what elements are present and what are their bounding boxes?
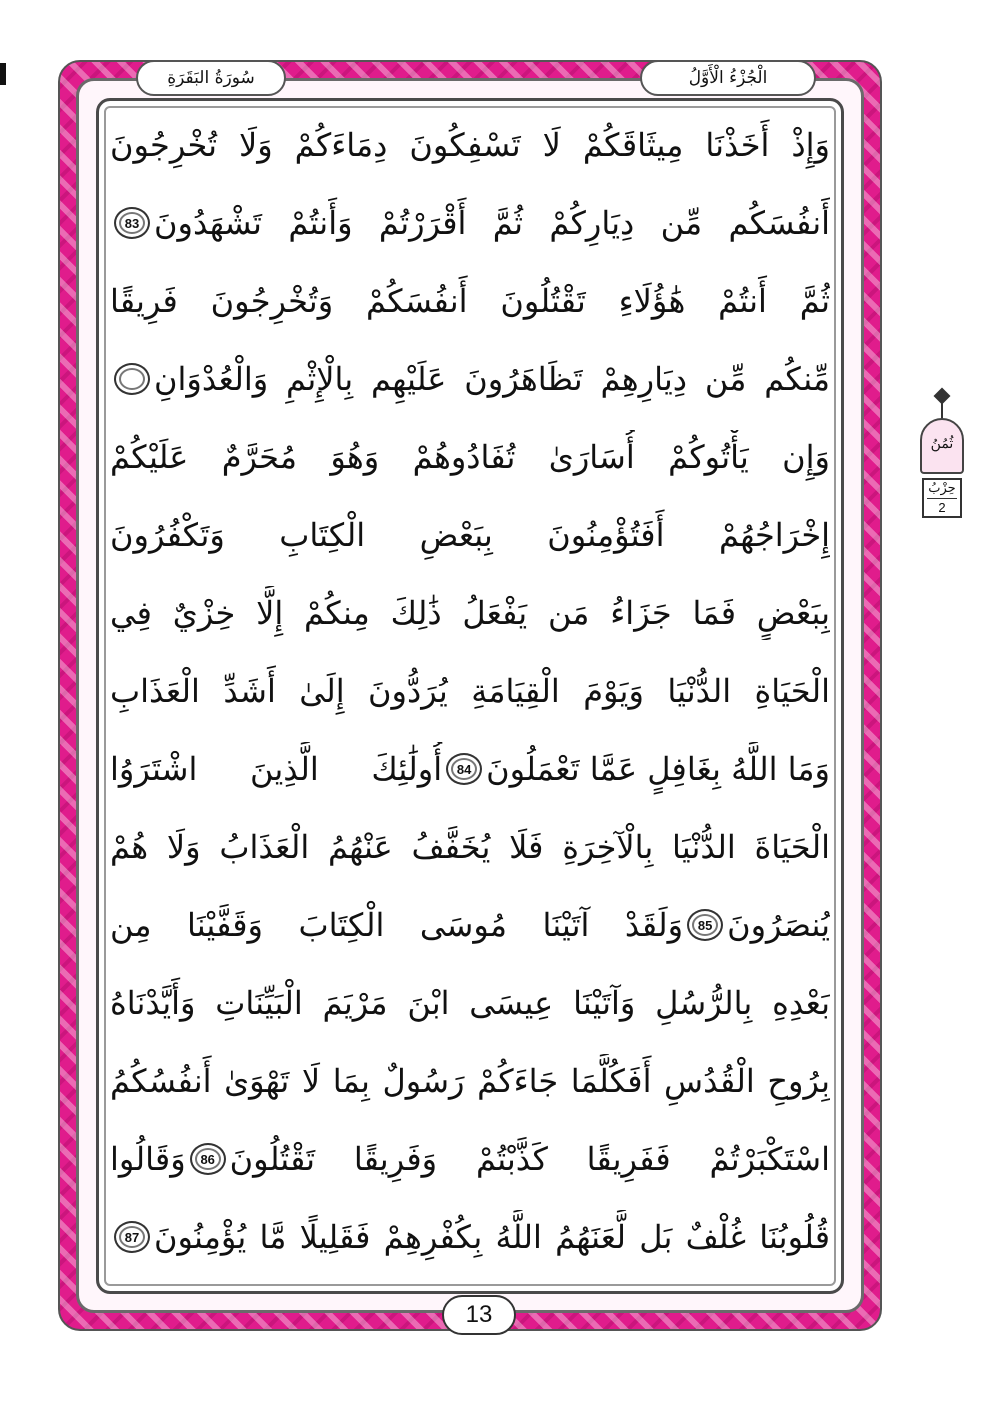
line-text-continued: وَقَالُوا <box>110 1140 186 1178</box>
line-text: الْحَيَاةَ الدُّنْيَا بِالْآخِرَةِ فَلَا يُخَفَّفُ عَنْهُمُ الْعَذَابُ وَلَا هُمْ <box>110 828 830 866</box>
hizb-box <box>922 478 962 518</box>
line-text: بِبَعْضٍ فَمَا جَزَاءُ مَن يَفْعَلُ ذَٰلِكَ مِنكُمْ إِلَّا خِزْيٌ فِي <box>110 594 830 632</box>
line-text: قُلُوبُنَا غُلْفٌ بَل لَّعَنَهُمُ اللَّهُ بِكُفْرِهِمْ فَقَلِيلًا مَّا يُؤْمِنُونَ <box>154 1218 830 1256</box>
text-line <box>110 1210 830 1264</box>
text-line <box>110 976 830 1030</box>
text-line <box>110 274 830 328</box>
hizb-label: حِزْبُ <box>927 480 957 499</box>
text-line <box>110 430 830 484</box>
ayah-number-marker: 85 <box>687 909 723 941</box>
page-number: 13 <box>442 1295 516 1335</box>
ayah-number-marker: 84 <box>446 753 482 785</box>
text-line <box>110 898 830 952</box>
line-text-continued: أُولَٰئِكَ الَّذِينَ اشْتَرَوُا <box>110 750 443 788</box>
text-line <box>110 1054 830 1108</box>
thumn-label: ثُمُنُ <box>930 436 954 452</box>
ayah-number-marker: 86 <box>190 1143 226 1175</box>
ayah-number-marker: 83 <box>114 207 150 239</box>
hizb-number: 2 <box>938 500 946 515</box>
line-text: ثُمَّ أَنتُمْ هَٰؤُلَاءِ تَقْتُلُونَ أَنفُسَكُمْ وَتُخْرِجُونَ فَرِيقًا <box>110 282 830 320</box>
line-text-continued: وَلَقَدْ آتَيْنَا مُوسَى الْكِتَابَ وَقَفَّيْنَا مِن <box>110 906 684 944</box>
line-text: بِرُوحِ الْقُدُسِ أَفَكُلَّمَا جَاءَكُمْ رَسُولٌ بِمَا لَا تَهْوَىٰ أَنفُسُكُمُ <box>110 1062 830 1100</box>
text-line <box>110 586 830 640</box>
line-text: بَعْدِهِ بِالرُّسُلِ وَآتَيْنَا عِيسَى ابْنَ مَرْيَمَ الْبَيِّنَاتِ وَأَيَّدْنَاهُ <box>110 984 830 1022</box>
text-line <box>110 196 830 250</box>
text-line <box>110 664 830 718</box>
stem-ornament <box>941 400 943 420</box>
quran-text <box>110 118 830 1283</box>
text-line <box>110 352 830 406</box>
page-edge-mark <box>0 63 6 85</box>
line-text: الْحَيَاةِ الدُّنْيَا وَيَوْمَ الْقِيَامَةِ يُرَدُّونَ إِلَىٰ أَشَدِّ الْعَذَابِ <box>110 672 830 710</box>
text-line <box>110 118 830 172</box>
line-text: يُنصَرُونَ <box>727 906 830 944</box>
ayah-marker-icon <box>114 363 150 395</box>
text-line <box>110 508 830 562</box>
line-text: أَنفُسَكُم مِّن دِيَارِكُمْ ثُمَّ أَقْرَرْتُمْ وَأَنتُمْ تَشْهَدُونَ <box>154 204 830 242</box>
text-line <box>110 742 830 796</box>
hizb-marker <box>912 390 972 522</box>
line-text: اسْتَكْبَرْتُمْ فَفَرِيقًا كَذَّبْتُمْ وَفَرِيقًا تَقْتُلُونَ <box>229 1140 830 1178</box>
line-text: وَمَا اللَّهُ بِغَافِلٍ عَمَّا تَعْمَلُونَ <box>486 750 830 788</box>
line-text: وَإِذْ أَخَذْنَا مِيثَاقَكُمْ لَا تَسْفِكُونَ دِمَاءَكُمْ وَلَا تُخْرِجُونَ <box>110 126 830 164</box>
text-line <box>110 820 830 874</box>
juz-title: الْجُزْءُ الْأَوَّلُ <box>640 60 816 96</box>
line-text: إِخْرَاجُهُمْ أَفَتُؤْمِنُونَ بِبَعْضِ الْكِتَابِ وَتَكْفُرُونَ <box>110 516 830 554</box>
ayah-number-marker: 87 <box>114 1221 150 1253</box>
text-line <box>110 1132 830 1186</box>
line-text: وَإِن يَأْتُوكُمْ أُسَارَىٰ تُفَادُوهُمْ وَهُوَ مُحَرَّمٌ عَلَيْكُمْ <box>110 438 830 476</box>
line-text: مِّنكُم مِّن دِيَارِهِمْ تَظَاهَرُونَ عَلَيْهِم بِالْإِثْمِ وَالْعُدْوَانِ <box>154 360 830 398</box>
surah-title: سُورَةُ البَقَرَةِ <box>136 60 286 96</box>
